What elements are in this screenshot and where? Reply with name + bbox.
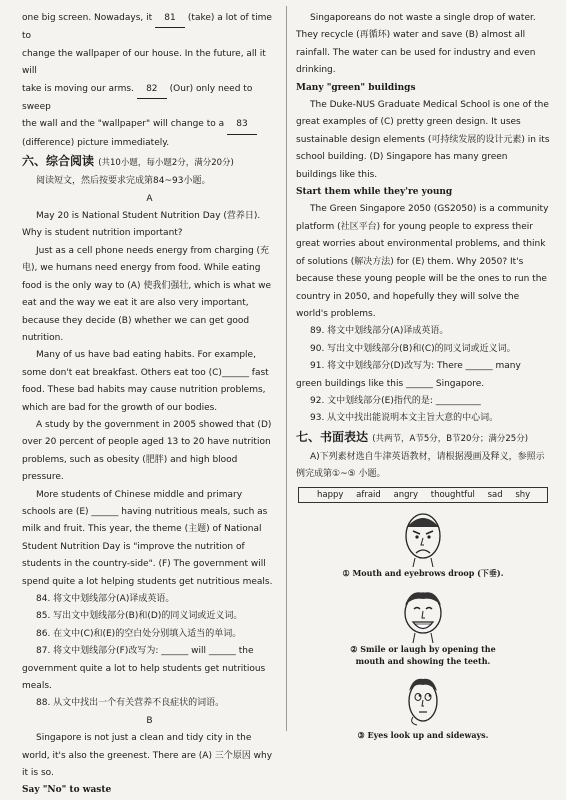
word: shy bbox=[515, 489, 531, 500]
sad-face-cartoon bbox=[393, 509, 453, 567]
caption-3: ③ Eyes look up and sideways. bbox=[357, 729, 489, 740]
left-column bbox=[22, 10, 277, 800]
question-87: 87. 将文中划线部分(F)改写为: ______ will ______ the bbox=[36, 646, 254, 657]
right-column bbox=[296, 10, 550, 741]
text-line: (difference) picture immediately. bbox=[22, 137, 170, 148]
text-line bbox=[22, 81, 277, 117]
text: (Our) only need to sweep bbox=[22, 83, 253, 113]
column-divider bbox=[286, 6, 287, 731]
word: sad bbox=[487, 489, 503, 500]
paragraph: Just as a cell phone needs energy from charging (充电), we humans need energy from food. While eating food is the only way to (A) 使我们强壮, which is what we eat and the way we eat it are also very important, because they decide (B) whether we can get good nutrition. bbox=[22, 245, 272, 343]
paragraph: More students of Chinese middle and primary schools are (E) ______ having nutritious meals, such as milk and fruit. This year, the theme (主题) of National Student Nutrition Day is "improve the nutrition of students in the country-side". (F) The government will spend quite a lot helping students get nutritious meals. bbox=[22, 489, 273, 587]
paragraph: Many of us have bad eating habits. For example, some don't eat breakfast. Others eat too (C)______ fast food. These bad habits may cause nutrition problems, which are bad for the growth of our bodies. bbox=[22, 350, 269, 413]
caption-1: ① Mouth and eyebrows droop (下垂). bbox=[342, 567, 504, 578]
paragraph: May 20 is National Student Nutrition Day (营养日). Why is student nutrition important? bbox=[22, 211, 261, 239]
instruction: 阅读短文，然后按要求完成第84~93小题。 bbox=[36, 176, 211, 187]
passage-a-label: A bbox=[146, 193, 153, 204]
section-note: (共10小题，每小题2分，满分20分) bbox=[98, 158, 234, 169]
subheading: Start them while they're young bbox=[296, 187, 453, 198]
section-title: 七、书面表达 bbox=[296, 429, 369, 444]
paragraph: The Green Singapore 2050 (GS2050) is a community platform (社区平台) for young people to express their great worries about environmental problems, and think of solutions (解决方法) for (E) them. Why 2050? It's because these young people will be the ones to run the country in 2050, and hopefully they will solve the world's problems. bbox=[296, 204, 549, 319]
question-84: 84. 将文中划线部分(A)译成英语。 bbox=[36, 594, 175, 604]
paragraph: The Duke-NUS Graduate Medical School is one of the great examples of (C) pretty green design. It uses sustainable design elements (可持续发展的设计元素) in its school building. (D) Singapore has many green buildings like this. bbox=[296, 100, 550, 180]
word: angry bbox=[393, 489, 419, 500]
passage-b-label: B bbox=[146, 715, 153, 726]
section-note: (共两节，A节5分，B节20分；满分25分) bbox=[372, 433, 529, 444]
text: take is moving our arms. bbox=[22, 83, 134, 94]
word: afraid bbox=[356, 489, 381, 500]
question-90: 90. 写出文中划线部分(B)和(C)的同义词或近义词。 bbox=[310, 343, 516, 354]
text-line bbox=[22, 116, 277, 134]
question-85: 85. 写出文中划线部分(B)和(D)的同义词或近义词。 bbox=[36, 611, 243, 622]
paragraph: Singaporeans do not waste a single drop of water. They recycle (再循环) water and save (B) almost all rainfall. The water can be used for industry and even drinking. bbox=[296, 13, 536, 76]
caption-2-cont: mouth and showing the teeth. bbox=[355, 655, 491, 666]
question-87-cont: government quite a lot to help students get nutritious meals. bbox=[22, 663, 266, 692]
question-93: 93. 从文中找出能说明本文主旨大意的中心词。 bbox=[310, 413, 499, 424]
question-92: 92. 文中划线部分(E)指代的是: __________ bbox=[310, 395, 481, 406]
caption-2: ② Smile or laugh by opening the bbox=[350, 643, 496, 654]
blank-81: 81 bbox=[155, 10, 185, 28]
text: the wall and the "wallpaper" will change to a bbox=[22, 119, 225, 130]
paragraph: A study by the government in 2005 showed that (D) over 20 percent of people aged 13 to 20 have nutrition problems, such as obesity (肥胖) and high blood pressure. bbox=[22, 419, 272, 483]
word: thoughtful bbox=[430, 489, 475, 500]
question-89: 89. 将文中划线部分(A)译成英语。 bbox=[310, 326, 449, 337]
text-line bbox=[22, 10, 277, 46]
section-title: 六、综合阅读 bbox=[22, 154, 95, 169]
word: happy bbox=[317, 489, 344, 500]
text-line: change the wallpaper of our house. In the future, all it will bbox=[22, 48, 266, 77]
text: one big screen. Nowadays, it bbox=[22, 13, 153, 23]
question-91-cont: green buildings like this ______ Singapore. bbox=[296, 378, 485, 389]
text: (take) a lot of time to bbox=[22, 13, 272, 42]
question-88: 88. 从文中找出一个有关营养不良症状的词语。 bbox=[36, 698, 225, 709]
happy-face-cartoon bbox=[393, 585, 453, 643]
instruction: A)下列素材选自牛津英语教材，请根据漫画及释义，参照示例完成第①~⑤ 小题。 bbox=[296, 451, 545, 480]
blank-83: 83 bbox=[227, 116, 257, 134]
section-6-heading bbox=[22, 152, 277, 173]
question-91: 91. 将文中划线部分(D)改写为: There ______ many bbox=[310, 361, 521, 372]
thoughtful-face-cartoon bbox=[393, 673, 453, 729]
question-86: 86. 在文中(C)和(E)的空白处分别填入适当的单词。 bbox=[36, 628, 242, 639]
blank-82: 82 bbox=[137, 81, 167, 99]
subheading: Many "green" buildings bbox=[296, 82, 416, 93]
section-7-heading bbox=[296, 428, 550, 449]
word-bank bbox=[298, 487, 548, 503]
subheading: Say "No" to waste bbox=[22, 785, 112, 796]
paragraph: Singapore is not just a clean and tidy city in the world, it's also the greenest. There are (A) 三个原因 why it is so. bbox=[22, 733, 273, 779]
